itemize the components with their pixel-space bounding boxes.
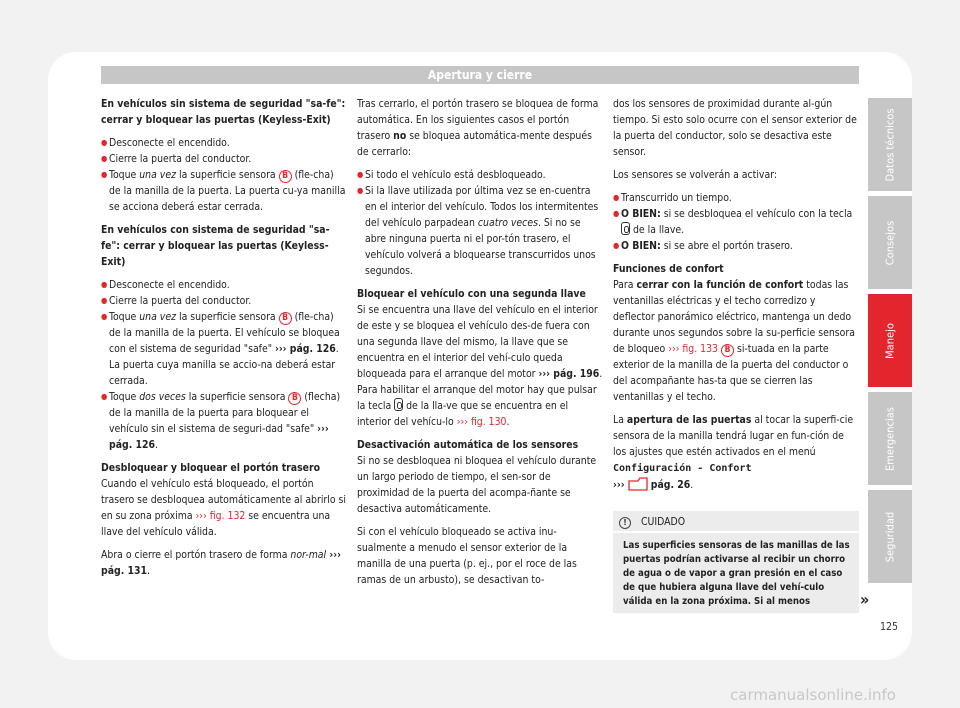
column-2 (357, 96, 603, 588)
heading-second-key: Bloquear el vehículo con una segunda llave (357, 288, 586, 300)
watermark: carmanualsonline.info (730, 686, 896, 704)
caution-title: CUIDADO (641, 516, 686, 528)
heading-safe-on: En vehículos con sistema de seguridad "sa-fe": cerrar y bloquear las puertas (Keyless-Exit) (101, 224, 330, 268)
figure-link[interactable]: ››› fig. 130 (456, 416, 507, 428)
paragraph: La apertura de las puertas al tocar la superfi-cie sensora de la manilla tendrá lugar en fun-ción de los ajustes que estén activados en el menú Configuración - Confort ››› pág. 26. (613, 412, 859, 496)
page-link[interactable]: ››› pág. 126 (274, 343, 336, 355)
paragraph: Abra o cierre el portón trasero de forma nor-mal ››› pág. 131. (101, 549, 341, 577)
continue-arrow-icon: » (860, 590, 870, 609)
menu-book-icon (628, 477, 648, 496)
key-unlock-icon (394, 398, 403, 411)
tab-manejo[interactable]: Manejo (868, 294, 912, 387)
list-item: ● Si todo el vehículo está desbloqueado. (357, 167, 603, 183)
column-1 (101, 96, 347, 586)
paragraph: Si se encuentra una llave del vehículo en el interior de este y se bloquea el vehículo des-de fuera con una segunda llave del mismo, la llave que se encuentra en el interior del vehí-culo queda bloqueada para el arranque del motor ››› pág. 196. Para habilitar el arranque del motor hay que pulsar la tecla de la lla-ve que se encuentra en el interior del vehícu-lo ››› fig. 130. (357, 304, 603, 428)
heading-comfort: Funciones de confort (613, 263, 724, 275)
list-item: ● Cierre la puerta del conductor. (101, 151, 347, 167)
side-tabs (868, 98, 912, 588)
reference-b-marker: B (279, 170, 292, 183)
paragraph: Tras cerrarlo, el portón trasero se bloquea de forma automática. En los siguientes casos el portón trasero no se bloquea automática-mente después de cerrarlo: (357, 98, 599, 158)
paragraph: Si con el vehículo bloqueado se activa inu-sualmente a menudo el sensor exterior de la manilla de una puerta (p. ej., por el roce de las ramas de un arbusto), se desactivan to- (357, 526, 577, 586)
heading-safe-off: En vehículos sin sistema de seguridad "sa-fe": cerrar y bloquear las puertas (Keyless-Exit) (101, 98, 346, 126)
tab-seguridad[interactable]: Seguridad (868, 490, 912, 583)
figure-link[interactable]: ››› fig. 133 (668, 343, 719, 355)
list-item: ● Si la llave utilizada por última vez se en-cuentra en el interior del vehículo. Todos los intermitentes del vehículo parpadean cuatro veces. Si no se abre ninguna puerta ni el por-tón trasero, el vehículo volverá a bloquearse transcurridos unos segundos. (357, 183, 603, 279)
list-item: ● O BIEN: si se abre el portón trasero. (613, 238, 859, 254)
caution-box (613, 511, 859, 613)
reference-b-marker: B (288, 392, 301, 405)
warning-icon: ! (619, 517, 631, 529)
key-unlock-icon (621, 222, 630, 235)
menu-path: Configuración - Confort (613, 463, 752, 474)
figure-link[interactable]: ››› fig. 132 (195, 510, 246, 522)
list-item: ● Transcurrido un tiempo. (613, 190, 859, 206)
paragraph: Si no se desbloquea ni bloquea el vehículo durante un largo periodo de tiempo, el sen-sor de proximidad de la puerta del acompa-ñante se desactiva automáticamente. (357, 455, 597, 515)
tab-emergencias[interactable]: Emergencias (868, 392, 912, 485)
paragraph: dos los sensores de proximidad durante al-gún tiempo. Si esto solo ocurre con el sensor exterior de la puerta del conductor, solo se desactiva este sensor. (613, 98, 857, 158)
section-header: Apertura y cierre (101, 66, 859, 84)
paragraph: Para cerrar con la función de confort todas las ventanillas eléctricas y el techo corredizo y deflector panorámico eléctrico, mantenga un dedo durante unos segundos sobre la su-perficie sensora de bloqueo ››› fig. 133 B si-tuada en la parte exterior de la manilla de la puerta del conductor o del acompañante has-ta que se cierren las ventanillas y el techo. (613, 279, 855, 403)
paragraph: Los sensores se volverán a activar: (613, 169, 777, 181)
page-link-prefix[interactable]: ››› (613, 479, 625, 491)
list-item: ● Toque una vez la superficie sensora B (fle-cha) de la manilla de la puerta. La puerta cu-ya manilla se acciona deberá estar cerrada. (101, 167, 347, 215)
page-link[interactable]: pág. 26 (647, 479, 691, 491)
list-item: ● Desconecte el encendido. (101, 277, 347, 293)
list-item: ● Cierre la puerta del conductor. (101, 293, 347, 309)
page-number: 125 (880, 621, 899, 633)
list-item: ● O BIEN: si se desbloquea el vehículo con la tecla de la llave. (613, 206, 859, 238)
tab-consejos[interactable]: Consejos (868, 196, 912, 289)
column-3 (613, 96, 859, 503)
caution-header (613, 511, 859, 533)
heading-sensor-deactivation: Desactivación automática de los sensores (357, 439, 579, 451)
page-link[interactable]: ››› pág. 196 (538, 368, 600, 380)
reference-b-marker: B (279, 312, 292, 325)
page-link[interactable]: ››› pág. 126 (109, 423, 329, 451)
tab-datos-tecnicos[interactable]: Datos técnicos (868, 98, 912, 191)
list-item: ● Desconecte el encendido. (101, 135, 347, 151)
paragraph: Cuando el vehículo está bloqueado, el portón trasero se desbloquea automáticamente al abrirlo si en su zona próxima ››› fig. 132 se encuentra una llave del vehículo válida. (101, 478, 347, 538)
heading-tailgate: Desbloquear y bloquear el portón trasero (101, 462, 321, 474)
list-item: ● Toque una vez la superficie sensora B (fle-cha) de la manilla de la puerta. El vehículo se bloquea con el sistema de seguridad "safe" ››› pág. 126. La puerta cuya manilla se accio-na deberá estar cerrada. (101, 309, 347, 389)
caution-text: Las superficies sensoras de las manillas de las puertas podrían activarse al recibir un chorro de agua o de vapor a gran presión en el caso de que hubiera alguna llave del vehí-culo válida en la zona próxima. Si al menos (623, 540, 850, 607)
reference-b-marker: B (721, 344, 734, 357)
list-item: ● Toque dos veces la superficie sensora B (flecha) de la manilla de la puerta para bloquear el vehículo sin el sistema de seguri-dad "safe" ››› pág. 126. (101, 389, 347, 453)
page-link[interactable]: ››› pág. 131 (101, 549, 341, 577)
